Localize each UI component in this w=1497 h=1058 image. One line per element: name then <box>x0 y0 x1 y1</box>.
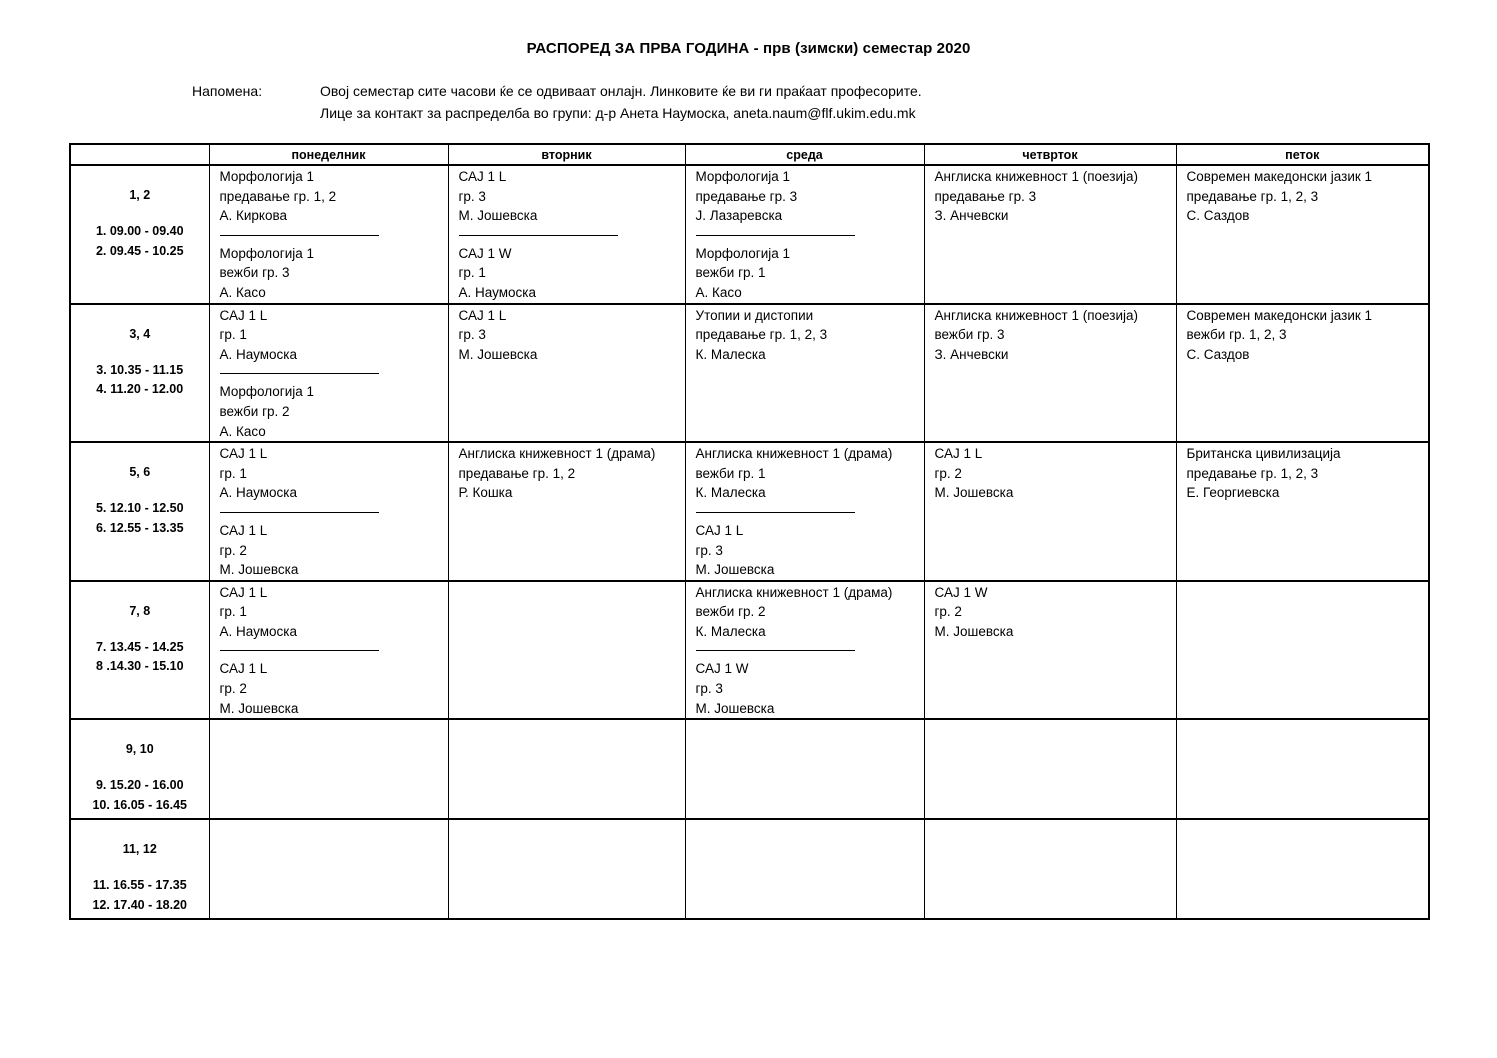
time-slot-cell <box>70 304 209 443</box>
class-entry <box>1187 306 1429 365</box>
schedule-cell <box>209 165 448 304</box>
course-name: САЈ 1 L <box>219 584 268 600</box>
class-entry <box>1187 167 1429 226</box>
class-type-group: вежби гр. 1, 2, 3 <box>1186 327 1287 343</box>
instructor-name: А. Касо <box>219 423 266 439</box>
course-name: Морфологија 1 <box>219 384 314 400</box>
class-type-group: гр. 1 <box>458 265 486 281</box>
class-entry <box>696 659 924 718</box>
class-type-group: гр. 3 <box>695 681 723 697</box>
block-separator <box>220 512 379 513</box>
instructor-name: А. Наумоска <box>458 284 536 300</box>
class-entry <box>459 167 685 226</box>
note-line-online: Овој семестар сите часови ќе се одвиваат онлајн. Линковите ќе ви ги праќаат професорите. <box>320 83 922 99</box>
schedule-cell <box>685 165 924 304</box>
schedule-cell <box>685 819 924 919</box>
class-type-group: предавање гр. 1, 2 <box>219 188 337 204</box>
instructor-name: А. Касо <box>695 284 742 300</box>
slot-numbers: 5, 6 <box>129 465 151 480</box>
class-period-time: 5. 12.10 - 12.50 <box>95 501 184 516</box>
time-slot-cell <box>70 819 209 919</box>
course-name: Англиска книжевност 1 (поезија) <box>934 307 1138 323</box>
course-name: Англиска книжевност 1 (поезија) <box>934 169 1138 184</box>
block-separator <box>696 650 855 651</box>
class-period-time: 10. 16.05 - 16.45 <box>92 797 188 812</box>
block-separator <box>459 235 618 236</box>
class-type-group: гр. 2 <box>219 542 247 558</box>
instructor-name: С. Саздов <box>1186 346 1250 362</box>
schedule-cell <box>209 304 448 443</box>
course-name: Современ македонски јазик 1 <box>1186 307 1373 323</box>
schedule-cell <box>924 442 1176 581</box>
class-type-group: гр. 2 <box>934 604 962 620</box>
class-period-time: 2. 09.45 - 10.25 <box>95 243 184 258</box>
instructor-name: А. Наумоска <box>219 485 297 501</box>
class-type-group: предавање гр. 1, 2, 3 <box>1186 465 1319 481</box>
schedule-cell <box>685 442 924 581</box>
class-entry <box>220 521 448 580</box>
day-header: четврток <box>924 144 1176 165</box>
schedule-cell <box>924 581 1176 720</box>
course-name: САЈ 1 L <box>458 307 507 323</box>
instructor-name: А. Касо <box>219 284 266 300</box>
day-header: среда <box>685 144 924 165</box>
class-type-group: предавање гр. 1, 2 <box>458 465 576 481</box>
class-entry <box>220 583 448 642</box>
course-name: САЈ 1 W <box>695 661 749 677</box>
slot-numbers: 7, 8 <box>129 603 151 618</box>
schedule-cell <box>448 819 685 919</box>
class-type-group: гр. 3 <box>458 327 486 343</box>
class-entry <box>220 444 448 503</box>
schedule-cell <box>209 581 448 720</box>
block-separator <box>220 235 379 236</box>
time-slot-row <box>70 304 1429 443</box>
class-type-group: гр. 2 <box>219 681 247 697</box>
block-separator <box>220 373 379 374</box>
slot-numbers: 11, 12 <box>122 842 157 857</box>
schedule-cell <box>1176 719 1429 819</box>
schedule-body <box>70 165 1429 919</box>
slot-times <box>71 361 209 400</box>
block-separator <box>220 650 379 651</box>
class-type-group: предавање гр. 3 <box>934 188 1037 204</box>
class-type-group: гр. 1 <box>219 604 247 620</box>
slot-times <box>71 499 209 538</box>
time-slot-cell <box>70 442 209 581</box>
instructor-name: С. Саздов <box>1186 208 1250 224</box>
class-entry <box>935 444 1176 503</box>
class-type-group: гр. 2 <box>934 465 962 481</box>
block-separator <box>696 512 855 513</box>
course-name: Морфологија 1 <box>695 169 790 184</box>
slot-numbers: 9, 10 <box>125 742 154 757</box>
block-separator <box>696 235 855 236</box>
course-name: Британска цивилизација <box>1186 446 1341 462</box>
class-entry <box>696 167 924 226</box>
course-name: САЈ 1 L <box>219 446 268 462</box>
time-slot-row <box>70 581 1429 720</box>
class-entry <box>220 167 448 226</box>
course-name: Утопии и дистопии <box>695 307 814 323</box>
class-period-time: 3. 10.35 - 11.15 <box>96 362 184 377</box>
class-type-group: вежби гр. 2 <box>695 604 766 620</box>
schedule-cell <box>1176 165 1429 304</box>
schedule-cell <box>209 719 448 819</box>
instructor-name: М. Јошевска <box>934 485 1014 501</box>
class-entry <box>696 521 924 580</box>
instructor-name: К. Малеска <box>695 346 766 362</box>
slot-times <box>71 222 209 261</box>
class-type-group: гр. 1 <box>219 465 247 481</box>
course-name: САЈ 1 L <box>219 661 268 677</box>
instructor-name: М. Јошевска <box>934 623 1014 639</box>
instructor-name: Е. Георгиевска <box>1186 485 1280 501</box>
class-type-group: гр. 1 <box>219 327 247 343</box>
time-slot-row <box>70 165 1429 304</box>
schedule-cell <box>685 304 924 443</box>
schedule-cell <box>924 819 1176 919</box>
class-entry <box>696 244 924 303</box>
schedule-cell <box>448 442 685 581</box>
corner-cell <box>70 144 209 165</box>
instructor-name: М. Јошевска <box>458 208 538 224</box>
class-type-group: вежби гр. 1 <box>695 465 766 481</box>
instructor-name: А. Наумоска <box>219 346 297 362</box>
class-type-group: предавање гр. 3 <box>695 188 798 204</box>
day-header: петок <box>1176 144 1429 165</box>
class-period-time: 7. 13.45 - 14.25 <box>95 639 184 654</box>
instructor-name: А. Киркова <box>219 208 288 224</box>
slot-times <box>71 638 209 677</box>
schedule-cell <box>1176 304 1429 443</box>
instructor-name: З. Анчевски <box>934 208 1009 224</box>
class-entry <box>935 167 1176 226</box>
schedule-cell <box>209 819 448 919</box>
course-name: Современ македонски јазик 1 <box>1186 169 1373 184</box>
course-name: Морфологија 1 <box>219 169 314 184</box>
course-name: Англиска книжевност 1 (драма) <box>458 446 656 462</box>
instructor-name: М. Јошевска <box>695 700 775 716</box>
instructor-name: Р. Кошка <box>458 485 513 501</box>
class-entry <box>696 306 924 365</box>
class-period-time: 8 .14.30 - 15.10 <box>95 659 184 674</box>
class-entry <box>220 659 448 718</box>
class-entry <box>459 244 685 303</box>
class-type-group: гр. 3 <box>458 188 486 204</box>
schedule-cell <box>1176 819 1429 919</box>
schedule-cell <box>448 304 685 443</box>
time-slot-cell <box>70 581 209 720</box>
day-header: вторник <box>448 144 685 165</box>
instructor-name: З. Анчевски <box>934 346 1009 362</box>
instructor-name: А. Наумоска <box>219 623 297 639</box>
note-label: Напомена: <box>192 83 263 99</box>
class-entry <box>1187 444 1429 503</box>
time-slot-row <box>70 719 1429 819</box>
course-name: САЈ 1 L <box>458 169 507 184</box>
class-type-group: вежби гр. 3 <box>934 327 1005 343</box>
page-title: РАСПОРЕД ЗА ПРВА ГОДИНА - прв (зимски) семестар 2020 <box>526 40 971 57</box>
time-slot-row <box>70 442 1429 581</box>
schedule-cell <box>448 165 685 304</box>
time-slot-cell <box>70 165 209 304</box>
course-name: Морфологија 1 <box>219 245 314 261</box>
schedule-cell <box>685 719 924 819</box>
slot-times <box>71 776 209 815</box>
course-name: Морфологија 1 <box>695 245 790 261</box>
slot-times <box>71 876 209 915</box>
class-period-time: 6. 12.55 - 13.35 <box>95 520 184 535</box>
class-entry <box>696 583 924 642</box>
course-name: САЈ 1 W <box>934 584 988 600</box>
instructor-name: М. Јошевска <box>219 700 299 716</box>
class-type-group: вежби гр. 2 <box>219 403 290 419</box>
class-type-group: вежби гр. 1 <box>695 265 766 281</box>
time-slot-cell <box>70 719 209 819</box>
course-name: САЈ 1 W <box>458 245 512 261</box>
class-entry <box>459 444 685 503</box>
class-type-group: предавање гр. 1, 2, 3 <box>1186 188 1319 204</box>
class-entry <box>459 306 685 365</box>
class-period-time: 11. 16.55 - 17.35 <box>92 878 187 893</box>
slot-numbers: 1, 2 <box>129 188 151 202</box>
schedule-cell <box>1176 581 1429 720</box>
instructor-name: М. Јошевска <box>458 346 538 362</box>
course-name: САЈ 1 L <box>695 522 744 538</box>
schedule-cell <box>448 581 685 720</box>
note-line-contact: Лице за контакт за распределба во групи: д-р Анета Наумоска, aneta.naum@flf.ukim.edu.mk <box>320 105 916 121</box>
class-type-group: гр. 3 <box>695 542 723 558</box>
class-period-time: 1. 09.00 - 09.40 <box>95 224 184 238</box>
course-name: Англиска книжевност 1 (драма) <box>695 584 893 600</box>
instructor-name: М. Јошевска <box>219 562 299 578</box>
schedule-cell <box>924 719 1176 819</box>
instructor-name: Ј. Лазаревска <box>695 208 783 224</box>
schedule-cell <box>1176 442 1429 581</box>
class-entry <box>220 306 448 365</box>
class-period-time: 4. 11.20 - 12.00 <box>96 382 184 397</box>
class-period-time: 9. 15.20 - 16.00 <box>95 778 184 793</box>
class-type-group: предавање гр. 1, 2, 3 <box>695 327 828 343</box>
instructor-name: К. Малеска <box>695 485 766 501</box>
class-entry <box>696 444 924 503</box>
schedule-table <box>69 143 1430 920</box>
instructor-name: М. Јошевска <box>695 562 775 578</box>
slot-numbers: 3, 4 <box>129 326 151 341</box>
class-entry <box>935 306 1176 365</box>
class-entry <box>220 244 448 303</box>
schedule-cell <box>924 165 1176 304</box>
schedule-cell <box>448 719 685 819</box>
class-period-time: 12. 17.40 - 18.20 <box>92 897 188 912</box>
course-name: САЈ 1 L <box>934 446 983 462</box>
header-row <box>70 144 1429 165</box>
course-name: Англиска книжевност 1 (драма) <box>695 446 893 462</box>
schedule-cell <box>924 304 1176 443</box>
time-slot-row <box>70 819 1429 919</box>
day-header: понеделник <box>209 144 448 165</box>
class-entry <box>935 583 1176 642</box>
class-type-group: вежби гр. 3 <box>219 265 290 281</box>
course-name: САЈ 1 L <box>219 522 268 538</box>
course-name: САЈ 1 L <box>219 307 268 323</box>
class-entry <box>220 382 448 441</box>
schedule-cell <box>209 442 448 581</box>
instructor-name: К. Малеска <box>695 623 766 639</box>
schedule-cell <box>685 581 924 720</box>
